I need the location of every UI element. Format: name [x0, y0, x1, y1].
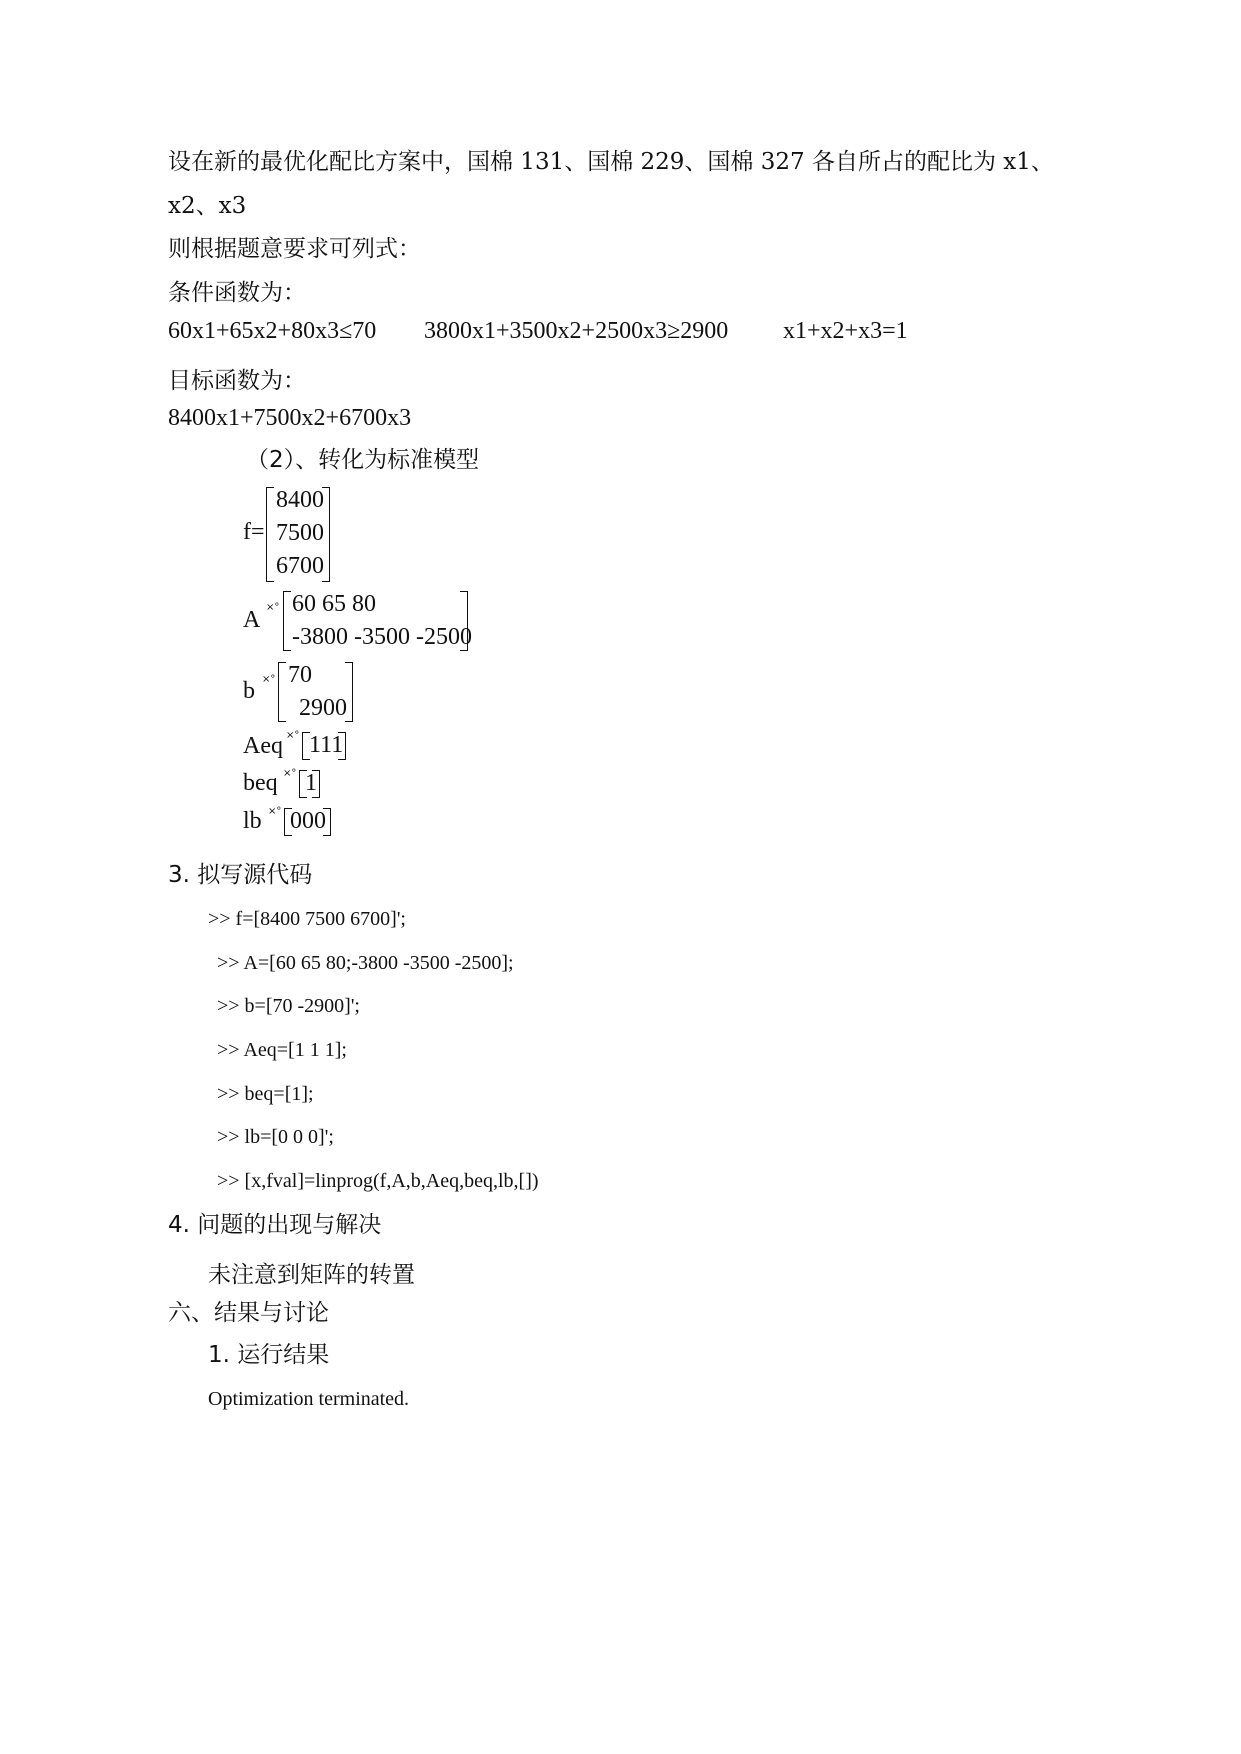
- assign-symbol-A: ×°: [266, 602, 280, 613]
- section-6-heading: 六、结果与讨论: [168, 1300, 329, 1326]
- objective-label: 目标函数为：: [168, 368, 306, 394]
- code-line-7: >> [x,fval]=linprog(f,A,b,Aeq,beq,lb,[]): [217, 1170, 539, 1192]
- constraint-2: 3800x1+3500x2+2500x3≥2900: [424, 318, 729, 344]
- intro-line-1: 设在新的最优化配比方案中，国棉 131、国棉 229、国棉 327 各自所占的配比为 x1、: [168, 149, 1054, 175]
- code-line-1: >> f=[8400 7500 6700]';: [208, 908, 406, 930]
- assign-symbol-beq: ×°: [283, 768, 297, 779]
- assign-symbol-lb: ×°: [268, 806, 282, 817]
- f-value-3: 6700: [276, 553, 324, 579]
- result-text: Optimization terminated.: [208, 1388, 410, 1410]
- f-value-2: 7500: [276, 520, 324, 546]
- standard-model-heading: （2）、转化为标准模型: [246, 447, 480, 473]
- section-3-heading: 3. 拟写源代码: [168, 862, 313, 888]
- b-row-2: 2900: [299, 695, 347, 721]
- A-label: A: [243, 607, 261, 633]
- objective-function: 8400x1+7500x2+6700x3: [168, 405, 412, 431]
- lb-right-bracket: [323, 808, 331, 836]
- Aeq-label: Aeq: [243, 733, 283, 759]
- section-4-text: 未注意到矩阵的转置: [208, 1262, 415, 1288]
- section-4-heading: 4. 问题的出现与解决: [168, 1212, 382, 1238]
- b-left-bracket: [278, 662, 286, 722]
- b-row-1: 70: [288, 662, 312, 688]
- beq-value: 1: [305, 770, 317, 796]
- code-line-3: >> b=[70 -2900]';: [217, 995, 360, 1017]
- A-left-bracket: [283, 591, 291, 651]
- A-row-1: 60 65 80: [292, 591, 376, 617]
- Aeq-value: 111: [309, 732, 344, 758]
- constraint-1: 60x1+65x2+80x3≤70: [168, 318, 377, 344]
- beq-right-bracket: [312, 770, 320, 798]
- f-value-1: 8400: [276, 487, 324, 513]
- intro-line-3: 则根据题意要求可列式：: [168, 236, 421, 262]
- assign-symbol-b: ×°: [262, 674, 276, 685]
- f-label: f=: [243, 519, 265, 545]
- lb-label: lb: [243, 808, 262, 834]
- b-label: b: [243, 678, 255, 704]
- constraints-label: 条件函数为：: [168, 280, 306, 306]
- Aeq-right-bracket: [338, 732, 346, 760]
- f-left-bracket: [266, 487, 274, 582]
- A-row-2: -3800 -3500 -2500: [292, 624, 472, 650]
- beq-label: beq: [243, 770, 278, 796]
- code-line-5: >> beq=[1];: [217, 1083, 314, 1105]
- lb-value: 000: [290, 808, 326, 834]
- code-line-6: >> lb=[0 0 0]';: [217, 1126, 334, 1148]
- assign-symbol-Aeq: ×°: [286, 730, 300, 741]
- code-line-2: >> A=[60 65 80;-3800 -3500 -2500];: [217, 952, 514, 974]
- section-6-subheading: 1. 运行结果: [208, 1342, 330, 1368]
- intro-line-2: x2、x3: [168, 193, 247, 219]
- constraint-3: x1+x2+x3=1: [783, 318, 908, 344]
- code-line-4: >> Aeq=[1 1 1];: [217, 1039, 347, 1061]
